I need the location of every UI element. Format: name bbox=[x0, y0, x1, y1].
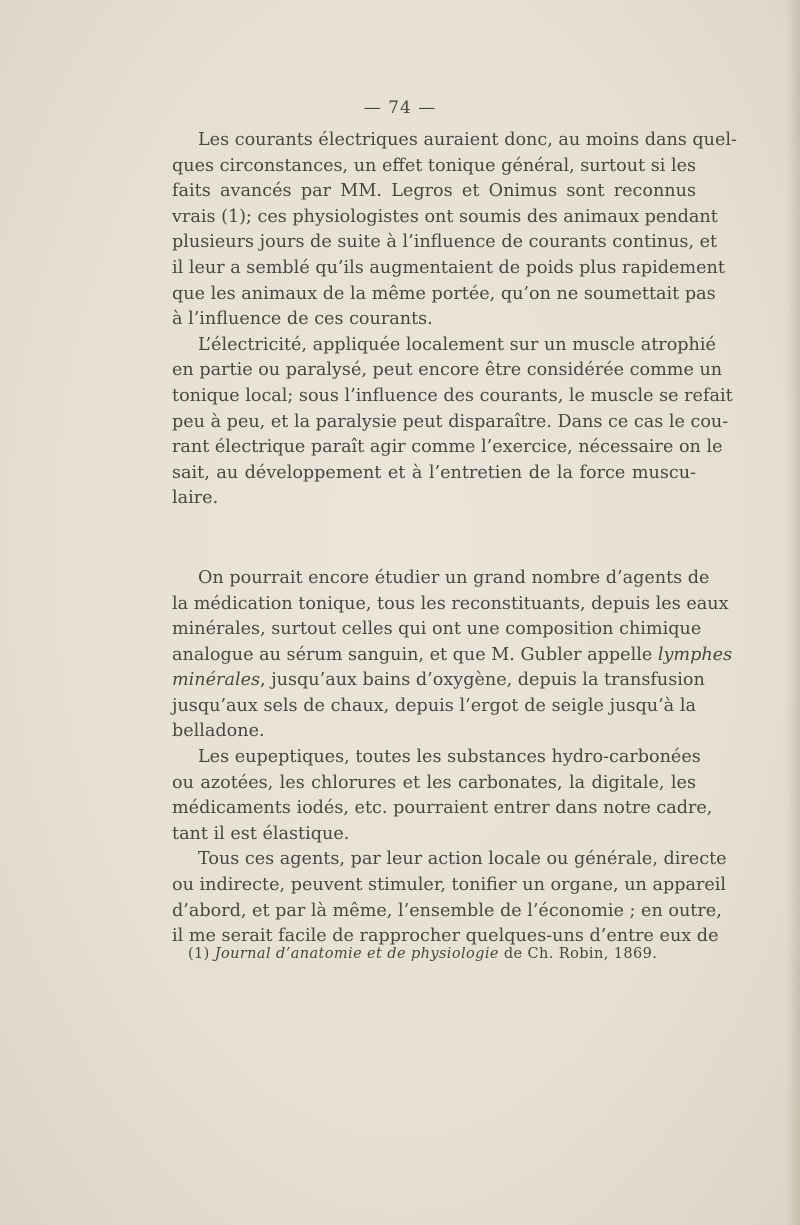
italic-term: minérales bbox=[172, 670, 261, 691]
paragraph-2-line: peu à peu, et la paralysie peut disparaître. Dans ce cas le cou- bbox=[172, 411, 729, 432]
paragraph-2-line: tonique local; sous l’influence des courants, le muscle se refait bbox=[172, 385, 733, 406]
paragraph-4-line: ou azotées, les chlorures et les carbonates, la digitale, les bbox=[172, 772, 696, 793]
body-text bbox=[172, 128, 737, 950]
section-gap bbox=[172, 512, 696, 566]
paragraph-4-line: Les eupeptiques, toutes les substances hydro-carbonées bbox=[198, 747, 701, 768]
paragraph-2-line: L’électricité, appliquée localement sur un muscle atrophié bbox=[198, 334, 716, 355]
paragraph-1-line: plusieurs jours de suite à l’influence de courants continus, et bbox=[172, 232, 718, 253]
paragraph-3-line bbox=[172, 668, 705, 694]
paragraph-1-line: faits avancés par MM. Legros et Onimus sont reconnus bbox=[172, 181, 696, 202]
paragraph-3-line bbox=[172, 643, 733, 669]
paragraph-4-line: médicaments iodés, etc. pourraient entrer dans notre cadre, bbox=[172, 798, 713, 819]
paragraph-3-line: On pourrait encore étudier un grand nombre d’agents de bbox=[198, 567, 710, 588]
paragraph-1-line: ques circonstances, un effet tonique général, surtout si les bbox=[172, 155, 697, 176]
paragraph-3-text: , jusqu’aux bains d’oxygène, depuis la transfusion bbox=[260, 670, 705, 691]
paragraph-5-line: il me serait facile de rapprocher quelques-uns d’entre eux de bbox=[172, 926, 719, 947]
footnote-suffix: de Ch. Robin, 1869. bbox=[503, 946, 658, 962]
paragraph-5-line: d’abord, et par là même, l’ensemble de l’économie ; en outre, bbox=[172, 900, 722, 921]
footnote bbox=[188, 946, 657, 962]
paragraph-3-text: analogue au sérum sanguin, et que M. Gubler appelle bbox=[172, 644, 653, 665]
paragraph-1-line: vrais (1); ces physiologistes ont soumis des animaux pendant bbox=[172, 206, 718, 227]
paragraph-1-line: que les animaux de la même portée, qu’on ne soumettait pas bbox=[172, 283, 716, 304]
paragraph-3-line: belladone. bbox=[172, 721, 265, 742]
paragraph-5-line: ou indirecte, peuvent stimuler, tonifier un organe, un appareil bbox=[172, 875, 727, 896]
paragraph-3-line: jusqu’aux sels de chaux, depuis l’ergot de seigle jusqu’à la bbox=[172, 695, 696, 716]
paragraph-3-line: la médication tonique, tous les reconstituants, depuis les eaux bbox=[172, 593, 729, 614]
page-edge-shadow bbox=[786, 0, 800, 1225]
paragraph-2-line: en partie ou paralysé, peut encore être considérée comme un bbox=[172, 360, 723, 381]
paragraph-2-line: laire. bbox=[172, 488, 219, 509]
paragraph-1-line: Les courants électriques auraient donc, au moins dans quel- bbox=[198, 130, 737, 150]
paragraph-2-line: sait, au développement et à l’entretien de la force muscu- bbox=[172, 462, 696, 483]
paragraph-5-line: Tous ces agents, par leur action locale ou générale, directe bbox=[198, 849, 727, 870]
paragraph-1-line: il leur a semblé qu’ils augmentaient de poids plus rapidement bbox=[172, 257, 725, 278]
paragraph-2-line: rant électrique paraît agir comme l’exercice, nécessaire on le bbox=[172, 437, 723, 458]
page-number: — 74 — bbox=[363, 98, 437, 118]
italic-term: lymphes bbox=[657, 644, 733, 665]
paragraph-4-line: tant il est élastique. bbox=[172, 823, 350, 844]
paragraph-3-line: minérales, surtout celles qui ont une composition chimique bbox=[172, 619, 702, 640]
footnote-marker: (1) bbox=[188, 946, 210, 962]
paragraph-1-line: à l’influence de ces courants. bbox=[172, 309, 433, 330]
footnote-title: Journal d’anatomie et de physiologie bbox=[214, 946, 499, 962]
